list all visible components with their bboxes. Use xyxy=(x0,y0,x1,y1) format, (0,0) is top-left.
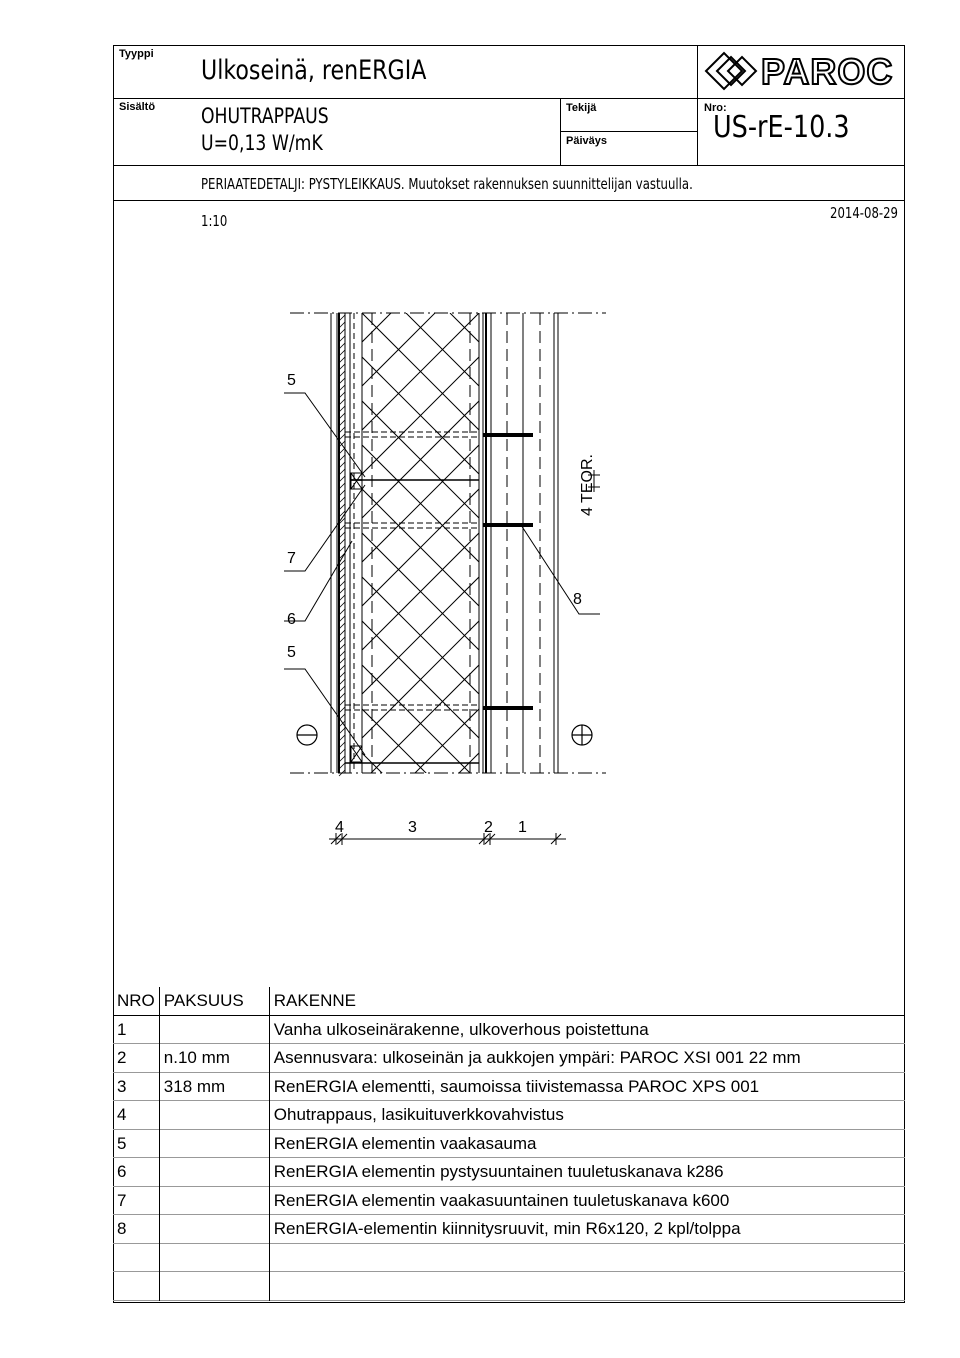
dimension-labels xyxy=(335,819,527,836)
legend-cell-paksuus xyxy=(159,1272,269,1301)
legend-cell-nro: 1 xyxy=(113,1015,159,1044)
callout-5-top: 5 xyxy=(287,372,296,389)
legend-header-nro: NRO xyxy=(113,987,159,1015)
drawing-number: US-rE-10.3 xyxy=(713,110,850,145)
legend-cell-nro xyxy=(113,1272,159,1301)
legend-cell-rakenne: RenERGIA elementti, saumoissa tiivistemassa PAROC XPS 001 xyxy=(273,1076,760,1096)
content-line1: OHUTRAPPAUS xyxy=(201,104,329,128)
drawing-title: Ulkoseinä, renERGIA xyxy=(201,55,427,86)
legend-row xyxy=(113,1044,905,1073)
number-label: Nro: xyxy=(704,102,727,114)
legend-cell-rakenne: RenERGIA elementin vaakasauma xyxy=(273,1133,537,1153)
legend-cell-rakenne: RenERGIA-elementin kiinnitysruuvit, min R6x120, 2 kpl/tolppa xyxy=(273,1219,741,1239)
teor-label: 4 TEOR. xyxy=(579,454,596,516)
legend-cell-paksuus xyxy=(159,1015,269,1044)
legend-cell-rakenne: RenERGIA elementin pystysuuntainen tuuletuskanava k286 xyxy=(273,1162,724,1182)
callout-8: 8 xyxy=(573,591,582,608)
paroc-logo-text: PAROC xyxy=(761,51,894,92)
dim-label-1: 1 xyxy=(518,819,527,836)
legend-table xyxy=(113,987,905,1301)
renergia-element xyxy=(372,313,558,773)
scale-text: 1:10 xyxy=(201,212,228,230)
exterior-plus-icon xyxy=(572,725,592,745)
date-text: 2014-08-29 xyxy=(830,204,899,222)
content-label: Sisältö xyxy=(119,101,156,113)
legend-cell-paksuus xyxy=(159,1186,269,1215)
seam-boxes xyxy=(351,473,362,762)
legend-row xyxy=(113,1243,905,1272)
legend-cell-paksuus xyxy=(159,1243,269,1272)
date-label: Päiväys xyxy=(566,135,607,147)
legend-cell-rakenne: Vanha ulkoseinärakenne, ulkoverhous poistettuna xyxy=(273,1019,649,1039)
legend-cell-rakenne: Ohutrappaus, lasikuituverkkovahvistus xyxy=(273,1105,564,1125)
legend-cell-rakenne: RenERGIA elementin vaakasuuntainen tuuletuskanava k600 xyxy=(273,1190,730,1210)
insulation-hatch xyxy=(0,313,960,783)
callout-7: 7 xyxy=(287,550,296,567)
legend-cell-rakenne xyxy=(269,1272,905,1301)
legend-cell-paksuus xyxy=(159,1158,269,1187)
legend-cell-nro: 7 xyxy=(113,1186,159,1215)
legend-row xyxy=(113,1015,905,1044)
callout-6: 6 xyxy=(287,611,296,628)
legend-cell-paksuus xyxy=(159,1101,269,1130)
legend-row xyxy=(113,1272,905,1301)
legend-header-row xyxy=(113,987,905,1015)
type-label: Tyyppi xyxy=(119,48,154,60)
legend-row xyxy=(113,1158,905,1187)
horizontal-seams xyxy=(345,480,479,763)
legend-cell-paksuus: n.10 mm xyxy=(159,1044,269,1073)
dim-label-2: 2 xyxy=(484,819,493,836)
legend-cell-paksuus: 318 mm xyxy=(159,1072,269,1101)
legend-cell-nro: 4 xyxy=(113,1101,159,1130)
dimension-line xyxy=(329,833,566,845)
legend-cell-nro: 6 xyxy=(113,1158,159,1187)
legend-cell-nro xyxy=(113,1243,159,1272)
legend-cell-paksuus xyxy=(159,1129,269,1158)
legend-cell-rakenne: Asennusvara: ulkoseinän ja aukkojen ympäri: PAROC XSI 001 22 mm xyxy=(273,1048,801,1068)
callout-5-bottom: 5 xyxy=(287,644,296,661)
legend-cell-rakenne xyxy=(269,1243,905,1272)
designer-label: Tekijä xyxy=(566,102,597,114)
content-line2: U=0,13 W/mK xyxy=(201,131,323,155)
legend-header-rakenne: RAKENNE xyxy=(273,991,356,1011)
legend-cell-nro: 5 xyxy=(113,1129,159,1158)
interior-minus-icon xyxy=(297,725,317,745)
dim-label-3: 3 xyxy=(408,819,417,836)
detail-note: PERIAATEDETALJI: PYSTYLEIKKAUS. Muutokset rakennuksen suunnittelijan vastuulla. xyxy=(201,175,693,193)
legend-row xyxy=(113,1215,905,1244)
legend-row xyxy=(113,1186,905,1215)
legend-row xyxy=(113,1072,905,1101)
legend-cell-nro: 2 xyxy=(113,1044,159,1073)
dim-label-4: 4 xyxy=(335,819,344,836)
legend-cell-nro: 3 xyxy=(113,1072,159,1101)
legend-header-paksuus: PAKSUUS xyxy=(159,987,269,1015)
old-wall xyxy=(331,313,362,773)
legend-row xyxy=(113,1129,905,1158)
legend-cell-paksuus xyxy=(159,1215,269,1244)
legend-cell-nro: 8 xyxy=(113,1215,159,1244)
legend-row xyxy=(113,1101,905,1130)
